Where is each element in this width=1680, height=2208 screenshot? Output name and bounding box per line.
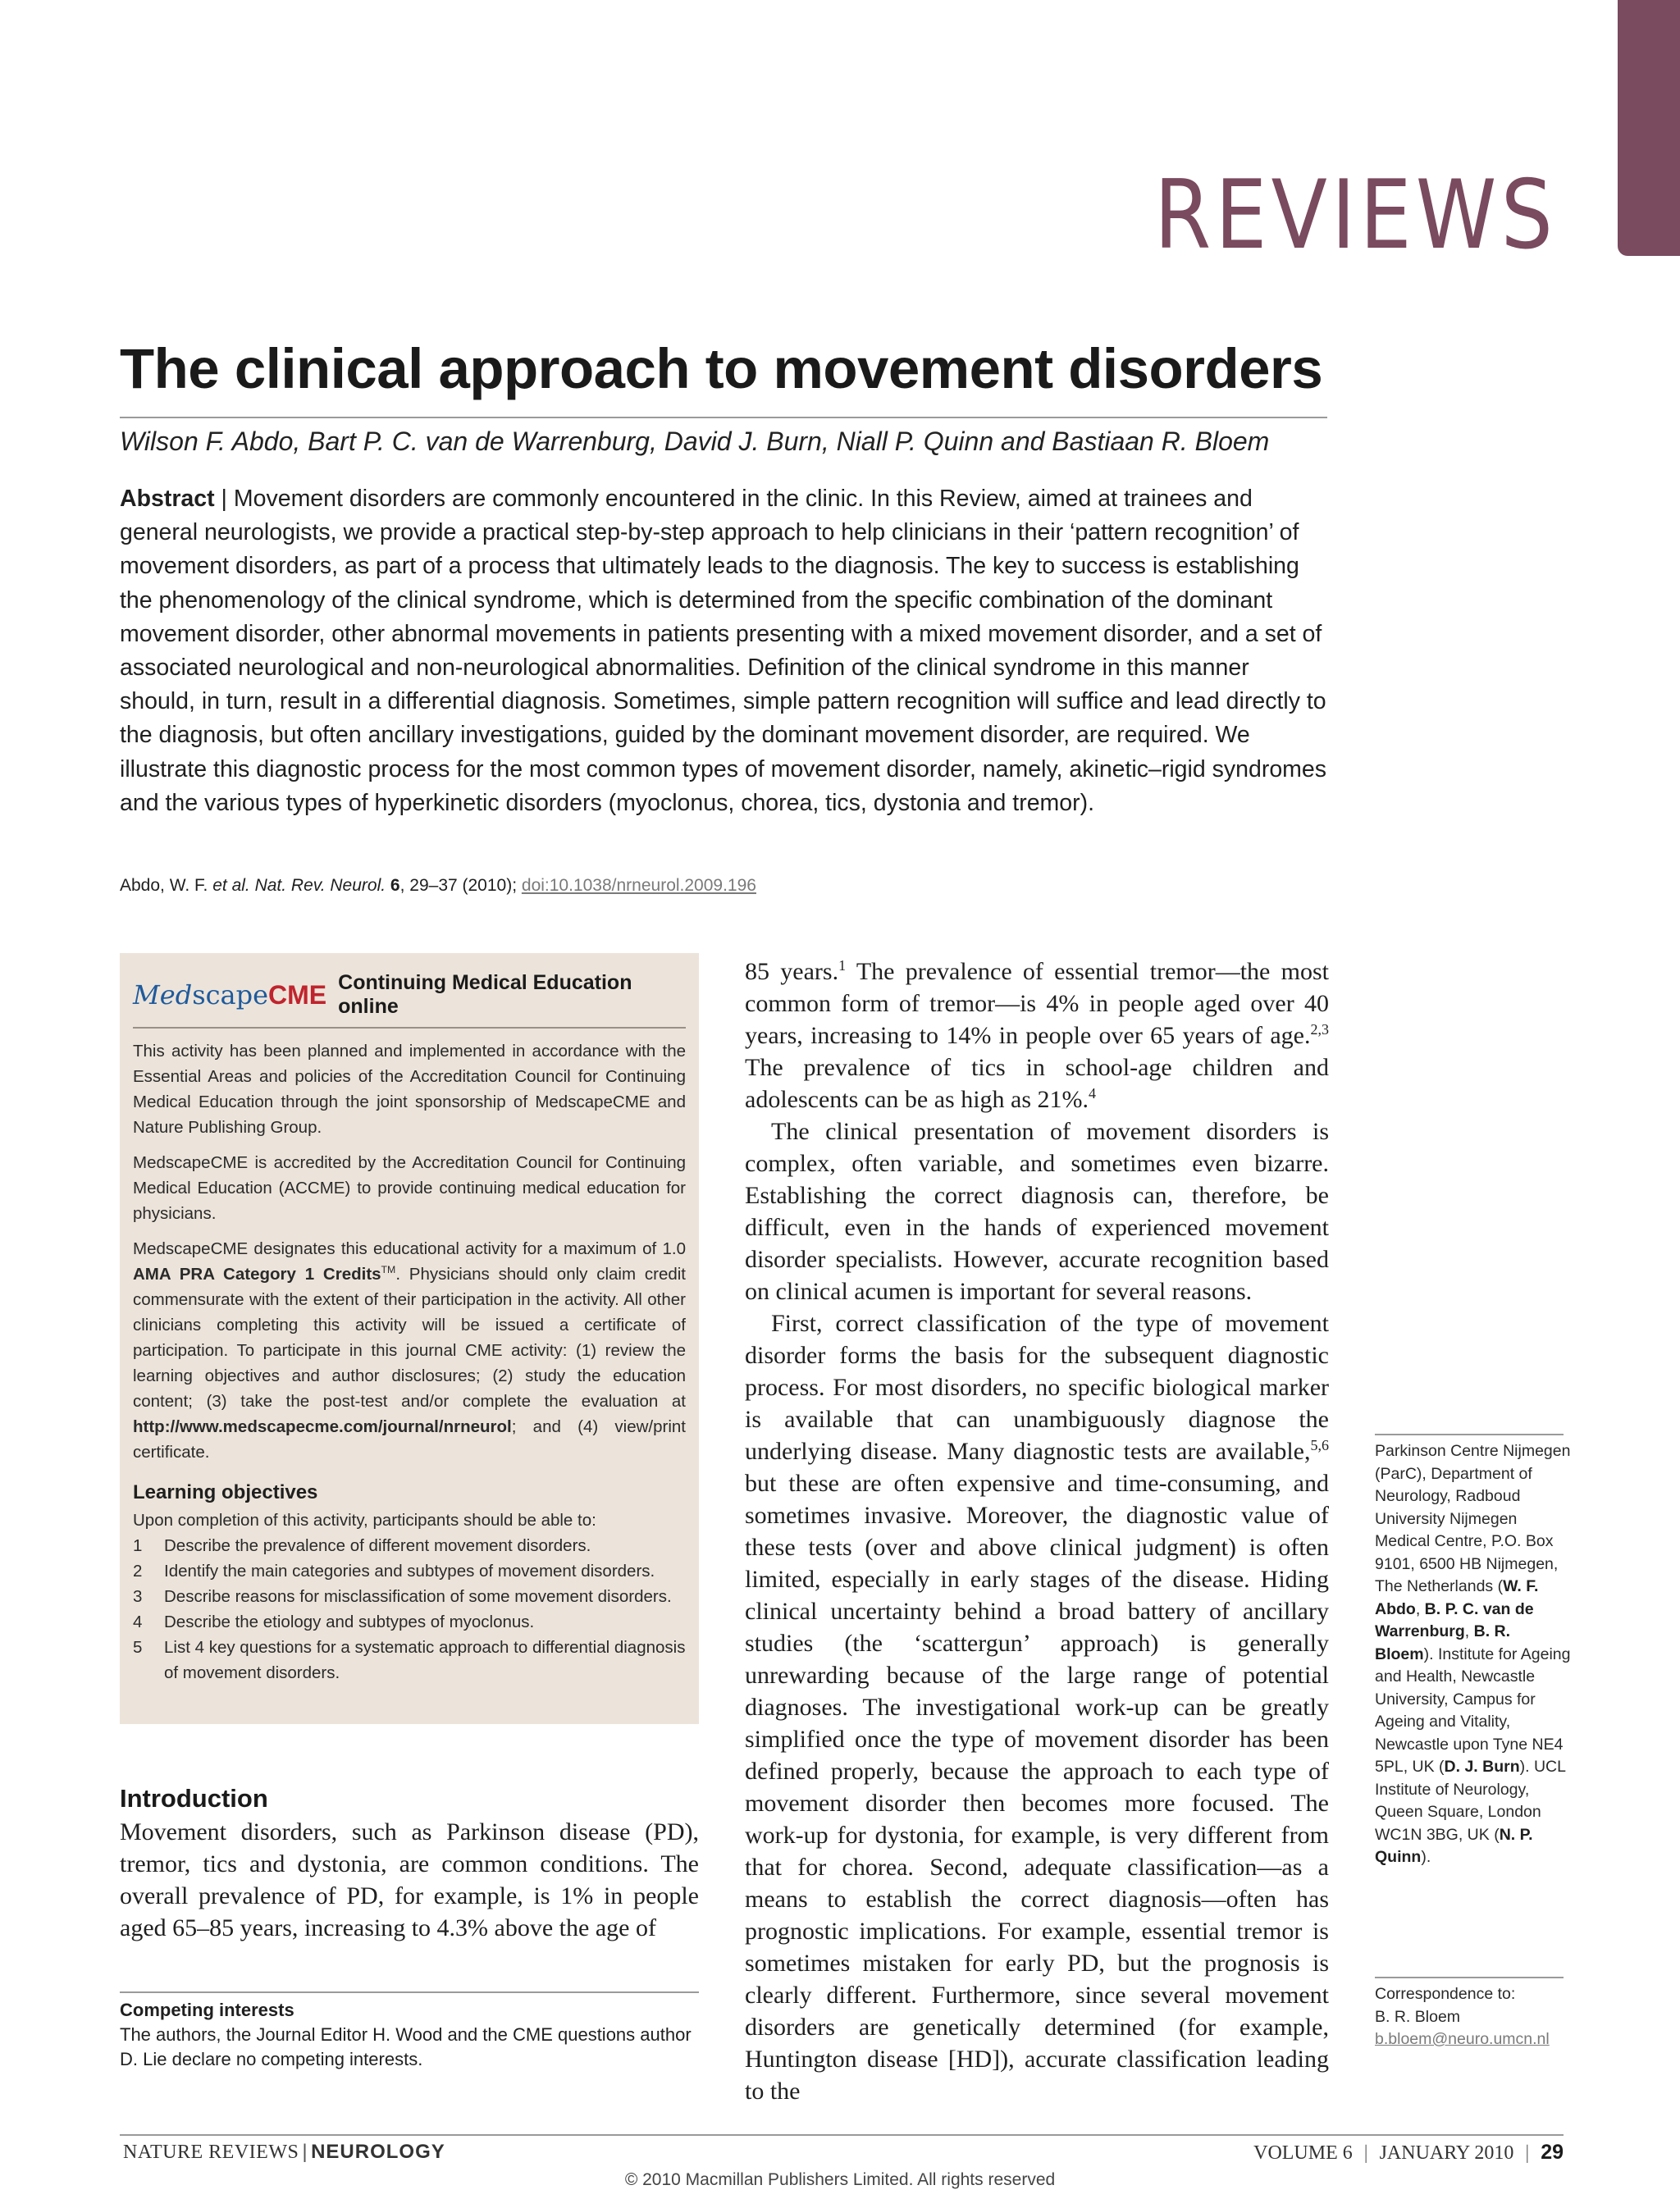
reference-marker[interactable]: 1 (838, 957, 847, 974)
list-item: 2 Identify the main categories and subtypes of movement disorders. (133, 1562, 655, 1581)
affiliations: Parkinson Centre Nijmegen (ParC), Department of Neurology, Radboud University Nijmegen Medical Centre, P.O. Box 9101, 6500 HB Nijmegen, The Netherlands (W. F. Abdo, B. P. C. van de Warrenburg, B. R. Bloem). Institute for Ageing and Health, Newcastle University, Campus for Ageing and Vitality, Newcastle upon Tyne NE4 5PL, UK (D. J. Burn). UCL Institute of Neurology, Queen Square, London WC1N 3BG, UK (N. P. Quinn). (1375, 1442, 1571, 1866)
list-item: 4 Describe the etiology and subtypes of myoclonus. (133, 1613, 535, 1631)
list-item: 5 List 4 key questions for a systematic approach to differential diagnosis of movement disorders. (133, 1638, 686, 1682)
cme-header (133, 971, 686, 1029)
doi-link[interactable]: doi:10.1038/nrneurol.2009.196 (521, 876, 756, 895)
list-item: 1 Describe the prevalence of different movement disorders. (133, 1536, 591, 1555)
cme-heading: Continuing Medical Education online (338, 971, 632, 1018)
citation-pages: , 29–37 (2010); (399, 876, 522, 895)
section-color-tab (1618, 0, 1680, 256)
correspondence-divider (1375, 1977, 1564, 1978)
body-paragraph-1: 85 years.$^1$ The prevalence of essential tremor—the most common form of tremor—is 4% in people aged over 40 years, increasing to 14% in people over 65 years of age.$^{2,3}$ The prevalence of tics in school-age children and adolescents can be as high as 21%.$^4$ (745, 957, 1329, 1113)
correspondence (1375, 1983, 1572, 2051)
page-number: 29 (1541, 2141, 1564, 2164)
cme-paragraph-3: MedscapeCME designates this educational activity for a maximum of 1.0 AMA PRA Category 1 Credits™. Physicians should only claim credit commensurate with the extent of their participation in the activity. All other clinicians completing this activity will be issued a certificate of participation. To participate in this journal CME activity: (1) review the learning objectives and author disclosures; (2) study the education content; (3) take the post-test and/or complete the evaluation at http://www.medscapecme.com/journal/nrneurol; and (4) view/print certificate. (133, 1239, 686, 1462)
medscape-cme-logo: MedscapeCME (133, 979, 327, 1010)
citation-journal: Nat. Rev. Neurol. (249, 876, 386, 895)
reference-marker[interactable]: 4 (1089, 1085, 1097, 1102)
cme-url-link[interactable]: http://www.medscapecme.com/journal/nrneurol (133, 1417, 512, 1436)
reference-marker[interactable]: 5,6 (1310, 1437, 1329, 1453)
list-item: 3 Describe reasons for misclassification of some movement disorders. (133, 1587, 672, 1606)
abstract-text: Movement disorders are commonly encountered in the clinic. In this Review, aimed at trainees and general neurologists, we provide a practical step-by-step approach to help clinicians in their ‘pattern recognition’ of movement disorders, as part of a process that ultimately leads to the diagnosis. The key to success is establishing the phenomenology of the clinical syndrome, which is determined from the specific combination of the dominant movement disorder, other abnormal movements in patients presenting with a mixed movement disorder, and a set of associated neurological and non-neurological abnormalities. Definition of the clinical syndrome in this manner should, in turn, result in a differential diagnosis. Sometimes, simple pattern recognition will suffice and lead directly to the diagnosis, but often ancillary investigations, guided by the dominant movement disorder, are required. We illustrate this diagnostic process for the most common types of movement disorder, namely, akinetic–rigid syndromes and the various types of hyperkinetic disorders (myoclonus, chorea, tics, dystonia and tremor). (120, 486, 1327, 816)
introduction-heading: Introduction (120, 1784, 268, 1813)
footer-date: JANUARY 2010 (1379, 2142, 1514, 2164)
introduction-text: Movement disorders, such as Parkinson disease (PD), tremor, tics and dystonia, are common conditions. The overall prevalence of PD, for example, is 1% in people aged 65–85 years, increasing to 4.3% above the age of (120, 1818, 699, 1941)
objectives-intro: Upon completion of this activity, participants should be able to: (133, 1511, 596, 1530)
citation-volume: 6 (386, 876, 400, 895)
title-divider (120, 417, 1327, 418)
footer-volume: VOLUME 6 (1253, 2142, 1353, 2164)
cme-paragraph-1: This activity has been planned and implemented in accordance with the Essential Areas and policies of the Accreditation Council for Continuing Medical Education through the joint sponsorship of MedscapeCME and Nature Publishing Group. (133, 1042, 686, 1137)
body-paragraph-3: First, correct classification of the type of movement disorder forms the basis for the subsequent diagnostic process. For most disorders, no specific biological marker is available that can unambiguously diagnose the underlying disease. Many diagnostic tests are available,$^{5,6}$ but these are often expensive and time-consuming, and sometimes invasive. Moreover, the diagnostic value of these tests (over and above clinical judgment) is often limited, especially in early stages of the disease. Hiding clinical uncertainty behind a broad battery of ancillary studies (the ‘scattergun’ approach) is generally unrewarding because of the large range of potential diagnoses. The investigational work-up can be greatly simplified once the type of movement disorder has been defined properly, because the approach to each type of movement disorder then becomes more focused. The work-up for dystonia, for example, is very different from that for chorea. Second, adequate classification—as a means to establish the correct diagnosis—often has prognostic implications. For example, essential tremor is sometimes mistaken for early PD, but the prognosis is clearly different. Furthermore, since several movement disorders are genetically determined (for example, Huntington disease [HD]), accurate classification leading to the (745, 1310, 1329, 2105)
objectives-heading: Learning objectives (133, 1481, 318, 1503)
cme-paragraph-2: MedscapeCME is accredited by the Accreditation Council for Continuing Medical Education (ACCME) to provide continuing medical education for physicians. (133, 1153, 686, 1223)
citation-authors: Abdo, W. F. (120, 876, 213, 895)
abstract (120, 482, 1327, 820)
cme-box (120, 953, 699, 1724)
copyright: © 2010 Macmillan Publishers Limited. All rights reserved (624, 2170, 1056, 2189)
footer-divider (120, 2134, 1564, 2136)
section-label: REVIEWS (1153, 160, 1557, 271)
competing-interests-divider (120, 1991, 699, 1993)
abstract-label: Abstract (120, 486, 215, 512)
article-authors: Wilson F. Abdo, Bart P. C. van de Warrenburg, David J. Burn, Niall P. Quinn and Bastiaan R. Bloem (120, 427, 1270, 456)
citation-line (120, 876, 756, 896)
body-paragraph-2: The clinical presentation of movement disorders is complex, often variable, and sometimes even bizarre. Establishing the correct diagnosis can, therefore, be difficult, even in the hands of experienced movement disorder specialists. However, accurate recognition based on clinical acumen is important for several reasons. (745, 1118, 1329, 1305)
citation-etal: et al. (212, 876, 250, 895)
footer-journal: NATURE REVIEWS | NEUROLOGY (123, 2141, 445, 2163)
correspondence-email-link[interactable]: b.bloem@neuro.umcn.nl (1375, 2030, 1550, 2048)
competing-interests-text: The authors, the Journal Editor H. Wood and the CME questions author D. Lie declare no competing interests. (120, 2024, 692, 2069)
body-column-2 (745, 956, 1329, 2107)
correspondence-label: Correspondence to: (1375, 1985, 1516, 2003)
correspondence-name: B. R. Bloem (1375, 2007, 1461, 2026)
objectives-list (133, 1533, 686, 1686)
footer-issue: VOLUME 6 | JANUARY 2010 | 29 (1253, 2141, 1564, 2164)
reference-marker[interactable]: 2,3 (1310, 1021, 1329, 1038)
affiliations-divider (1375, 1434, 1564, 1435)
abstract-separator: | (214, 486, 234, 512)
competing-interests-heading: Competing interests (120, 2000, 294, 2020)
article-title: The clinical approach to movement disorders (120, 337, 1323, 400)
